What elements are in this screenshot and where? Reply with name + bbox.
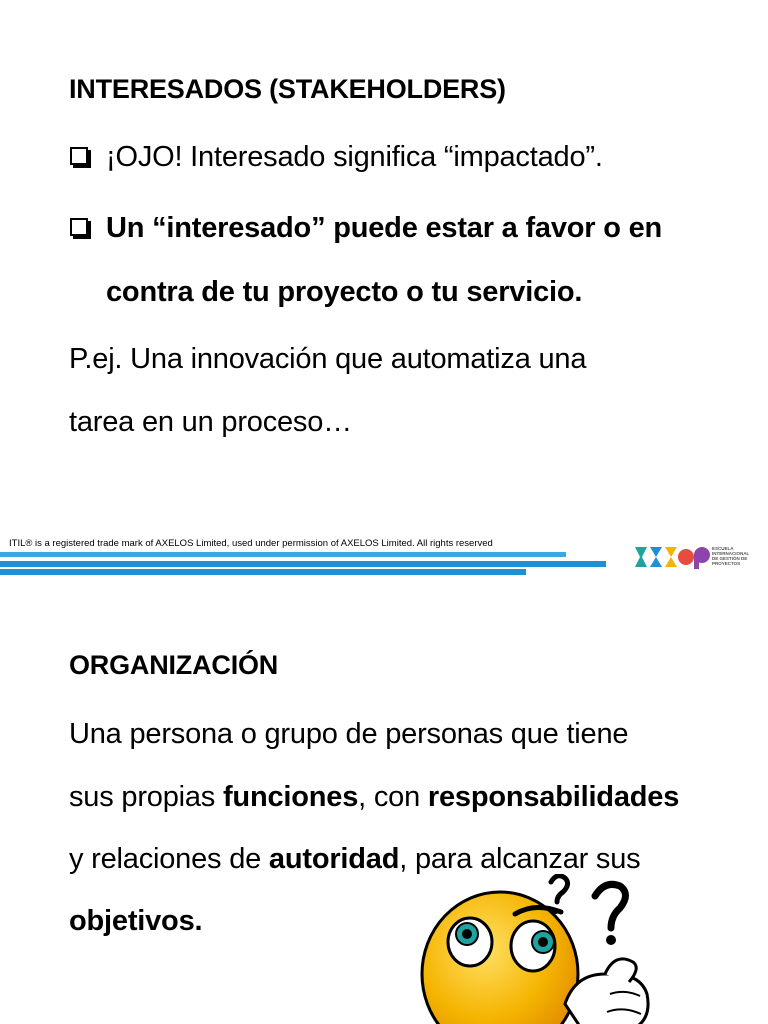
eigp-logo [634, 543, 756, 571]
eigp-logo-mark-icon [634, 543, 712, 571]
copyright-footer: ITIL® is a registered trade mark of AXELOS Limited, used under permission of AXELOS Limited. All rights reserved [9, 538, 493, 549]
example-text-continued: tarea en un proceso… [69, 406, 352, 438]
definition-line: objetivos. [69, 905, 203, 937]
example-text: P.ej. Una innovación que automatiza una [69, 343, 587, 375]
thinking-emoji-icon [415, 874, 655, 1024]
bullet-text-continued: contra de tu proyecto o tu servicio. [106, 276, 583, 308]
bullet-text: Un “interesado” puede estar a favor o en [106, 212, 663, 244]
footer-bar [0, 552, 566, 557]
definition-line: sus propias funciones, con responsabilidades [69, 781, 680, 813]
definition-line: y relaciones de autoridad, para alcanzar sus [69, 843, 641, 875]
logo-caption: ESCUELA INTERNACIONAL DE GESTIÓN DE PROYECTOS [712, 546, 750, 566]
checkbox-bullet-icon [70, 218, 88, 236]
footer-bar [0, 569, 526, 575]
footer-bar [0, 561, 606, 567]
definition-line: Una persona o grupo de personas que tiene [69, 718, 629, 750]
checkbox-bullet-icon [70, 147, 88, 165]
slide-organizacion [0, 582, 768, 1024]
bullet-text: ¡OJO! Interesado significa “impactado”. [106, 141, 603, 173]
slide-title: INTERESADOS (STAKEHOLDERS) [69, 74, 506, 104]
slide-title: ORGANIZACIÓN [69, 650, 279, 680]
